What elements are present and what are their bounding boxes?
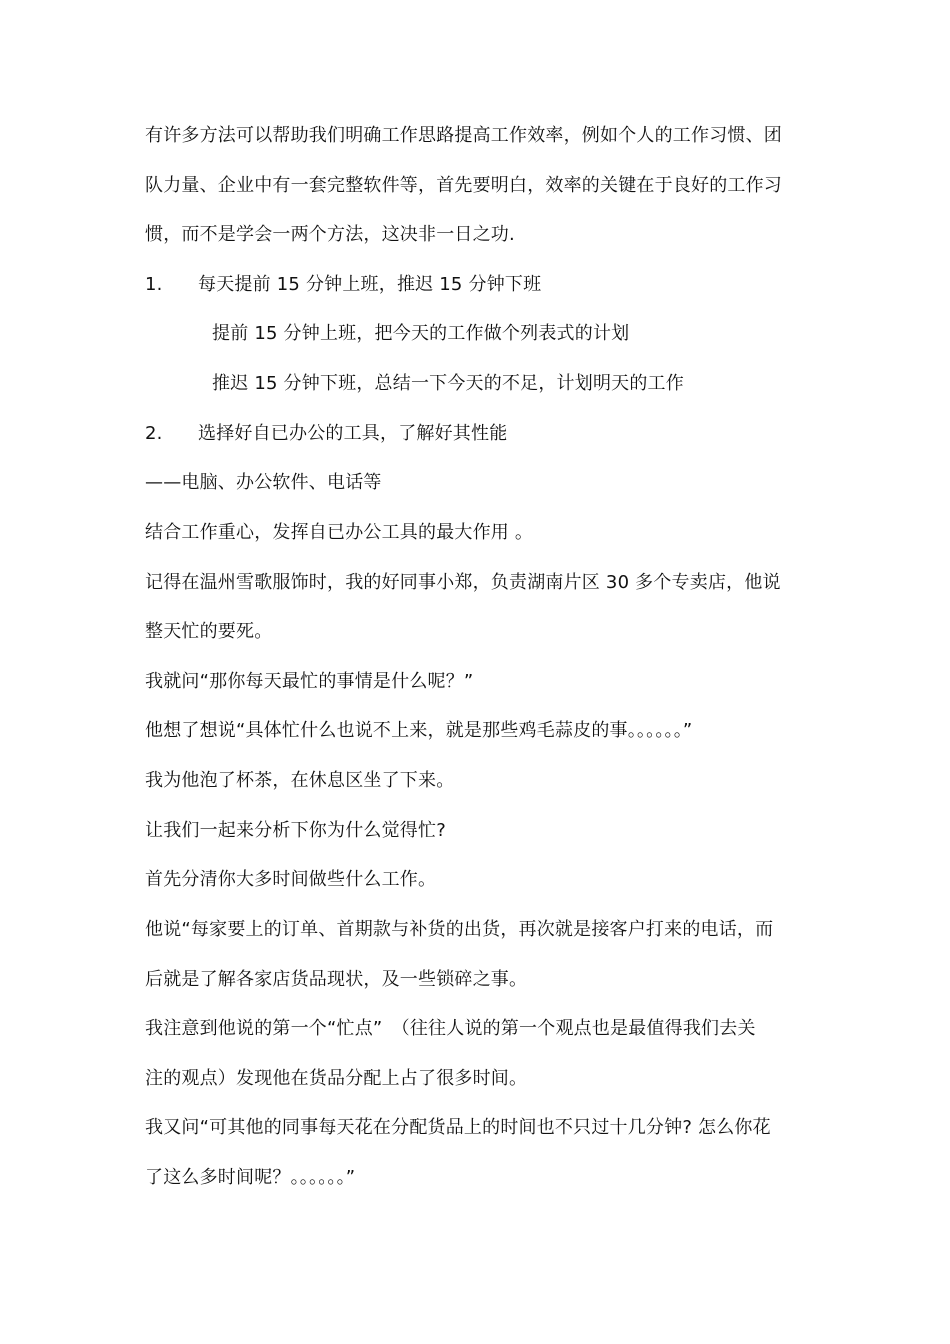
list-item-1 xyxy=(145,272,825,298)
list-item-1-text: 每天提前 15 分钟上班，推迟 15 分钟下班 xyxy=(198,274,542,295)
intro-line-3: 惯，而不是学会一两个方法，这决非一日之功. xyxy=(145,224,515,245)
body-line-2: 结合工作重心，发挥自已办公工具的最大作用 。 xyxy=(145,522,534,543)
body-line-5: 我就问“那你每天最忙的事情是什么呢？” xyxy=(145,671,474,692)
body-line-8: 让我们一起来分析下你为什么觉得忙? xyxy=(145,820,446,841)
list-item-2-number: 2. xyxy=(145,423,163,444)
body-line-14: 我又问“可其他的同事每天花在分配货品上的时间也不只过十几分钟? 怎么你花 xyxy=(145,1117,771,1138)
list-item-1-number: 1. xyxy=(145,274,163,295)
list-item-2-text: 选择好自已办公的工具，了解好其性能 xyxy=(198,423,508,444)
intro-line-2: 队力量、企业中有一套完整软件等，首先要明白，效率的关键在于良好的工作习 xyxy=(145,175,782,196)
body-line-1: ——电脑、办公软件、电话等 xyxy=(145,472,382,493)
body-line-11: 后就是了解各家店货品现状，及一些锁碎之事。 xyxy=(145,969,528,990)
list-item-2 xyxy=(145,421,825,447)
body-line-15: 了这么多时间呢？。。。。。。” xyxy=(145,1167,356,1188)
body-line-9: 首先分清你大多时间做些什么工作。 xyxy=(145,869,437,890)
list-item-1-sub-1: 提前 15 分钟上班，把今天的工作做个列表式的计划 xyxy=(212,323,630,344)
body-line-13: 注的观点）发现他在货品分配上占了很多时间。 xyxy=(145,1068,528,1089)
body-line-6: 他想了想说“具体忙什么也说不上来，就是那些鸡毛蒜皮的事。。。。。。” xyxy=(145,720,693,741)
body-line-12: 我注意到他说的第一个“忙点” （往往人说的第一个观点也是最值得我们去关 xyxy=(145,1018,756,1039)
list-item-1-sub-2: 推迟 15 分钟下班，总结一下今天的不足，计划明天的工作 xyxy=(212,373,684,394)
body-line-4: 整天忙的要死。 xyxy=(145,621,273,642)
body-line-10: 他说“每家要上的订单、首期款与补货的出货，再次就是接客户打来的电话，而 xyxy=(145,919,774,940)
intro-line-1: 有许多方法可以帮助我们明确工作思路提高工作效率，例如个人的工作习惯、团 xyxy=(145,125,782,146)
body-line-7: 我为他泡了杯茶，在休息区坐了下来。 xyxy=(145,770,455,791)
body-line-3: 记得在温州雪歌服饰时，我的好同事小郑，负责湖南片区 30 多个专卖店，他说 xyxy=(145,572,781,593)
